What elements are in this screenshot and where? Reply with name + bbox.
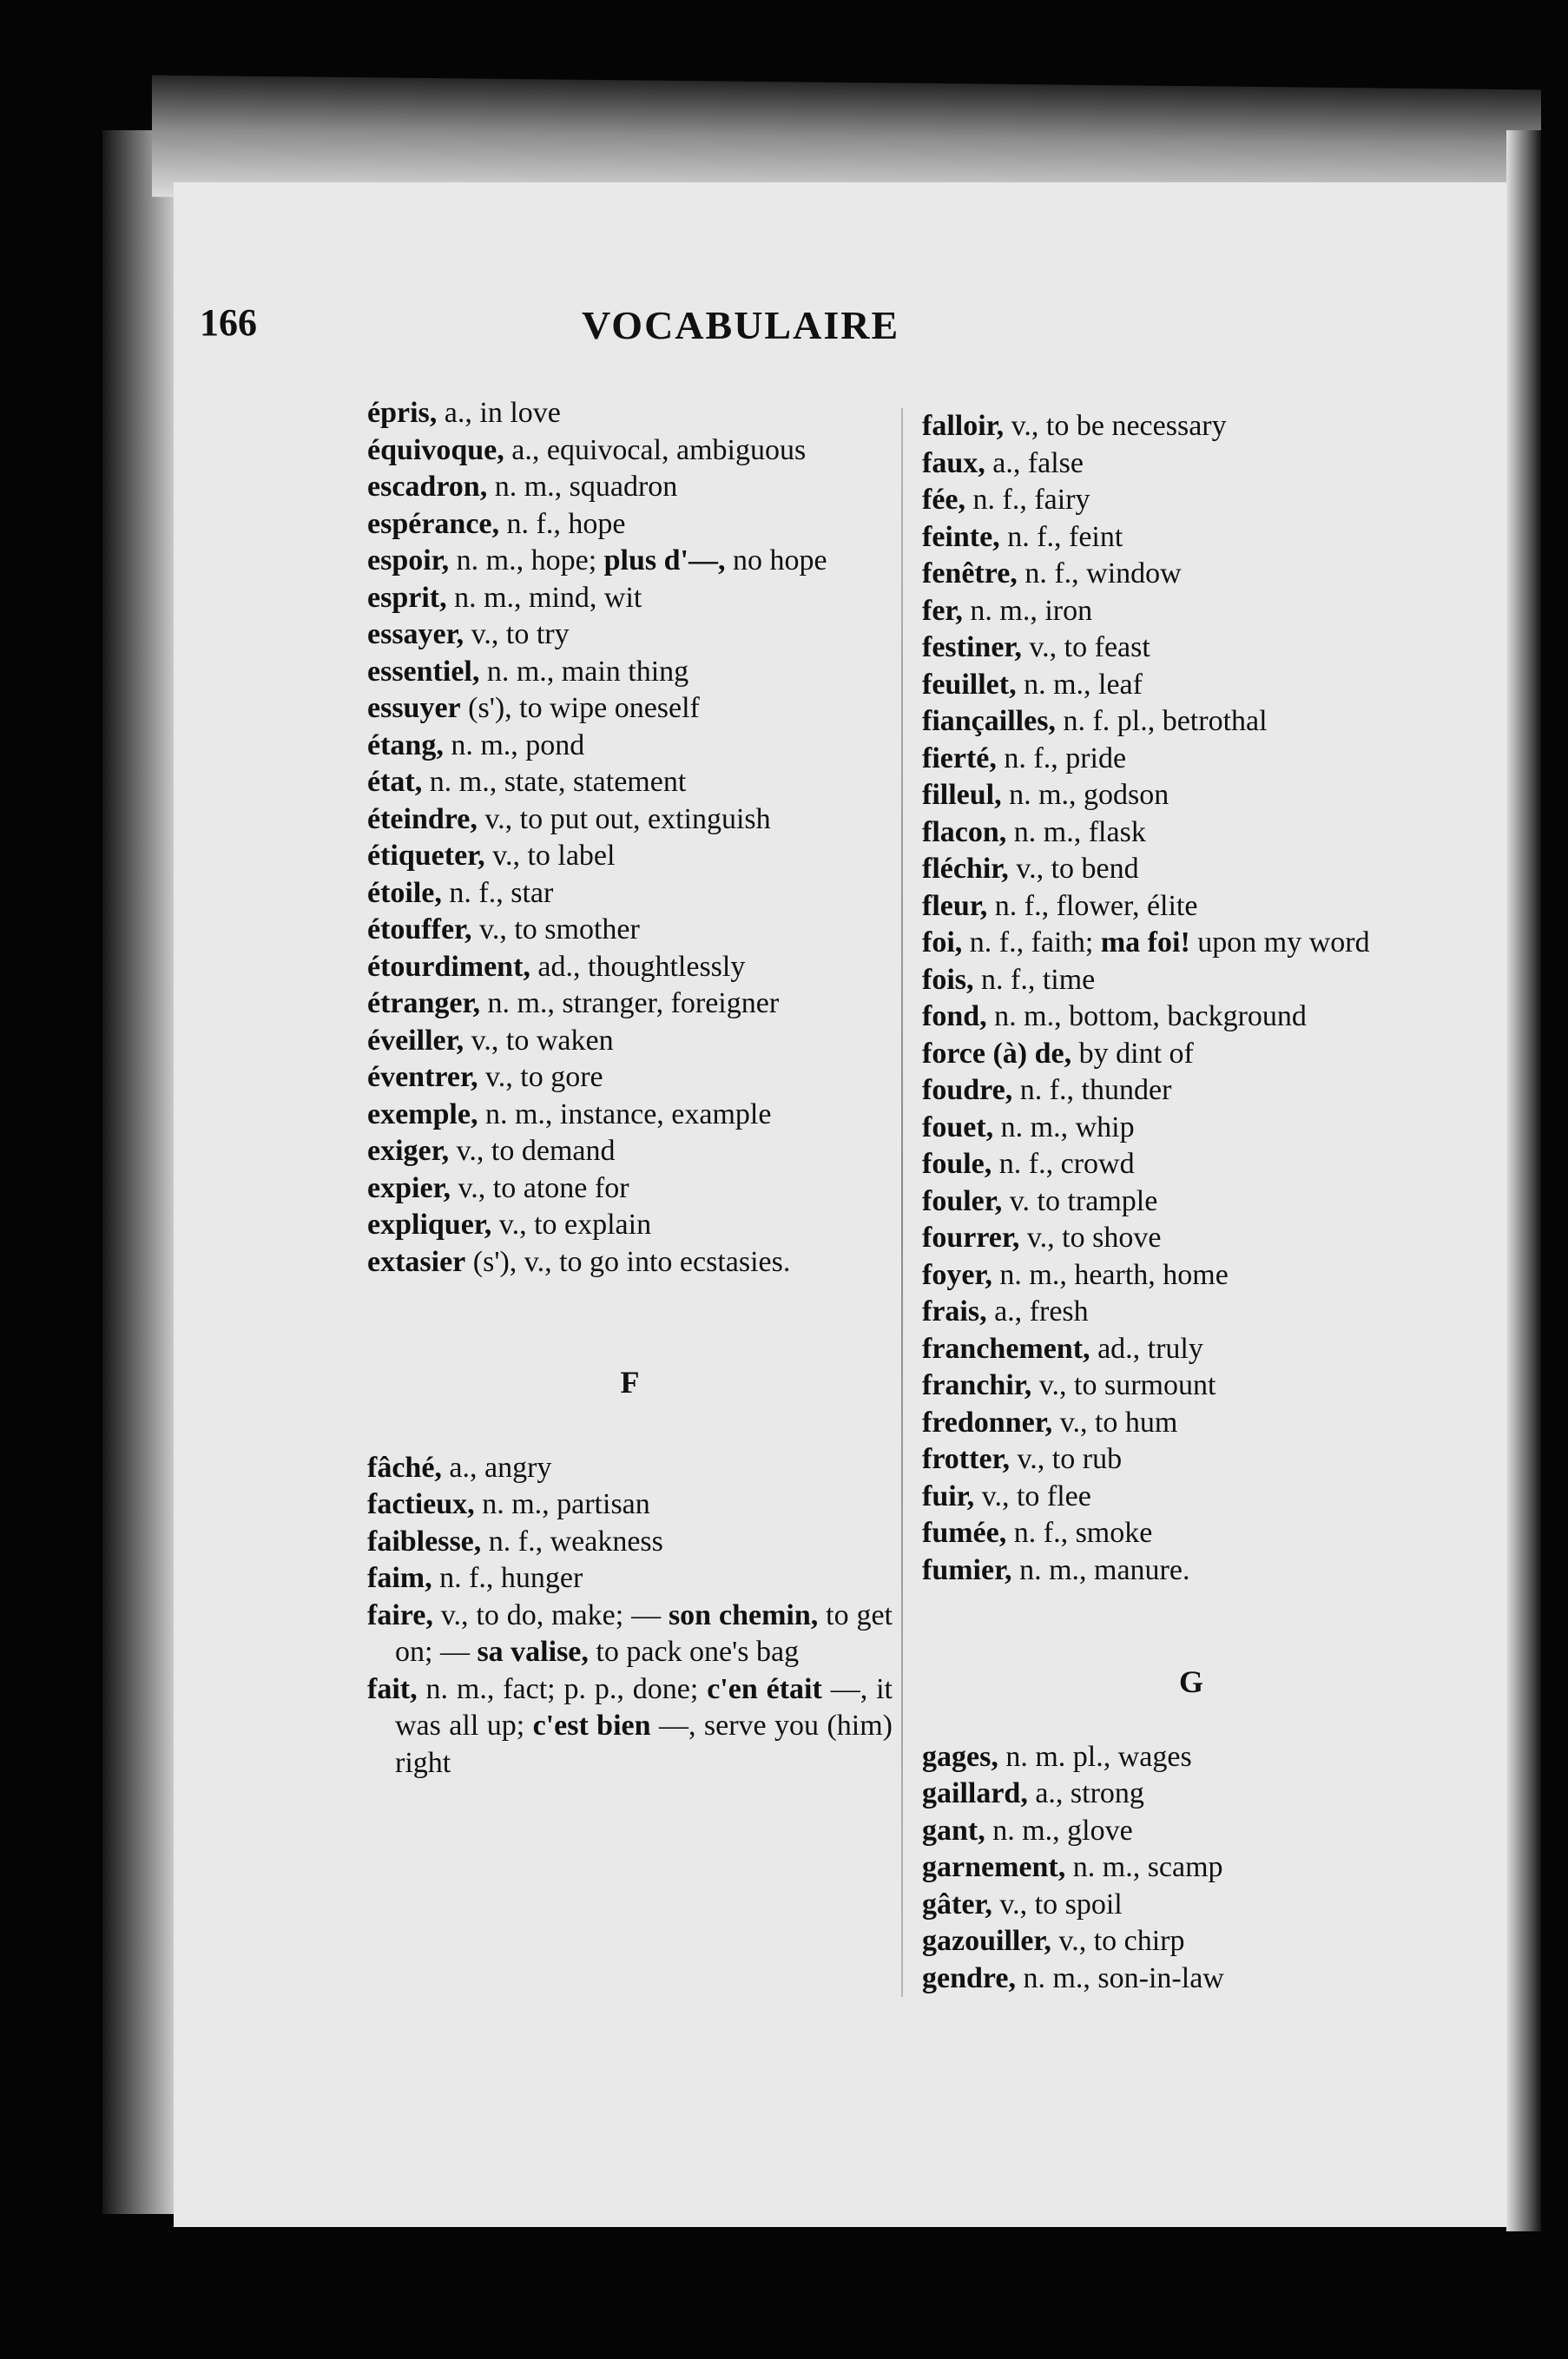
- page-number: 166: [200, 301, 257, 344]
- entry-headword: essentiel,: [367, 655, 480, 688]
- entry-definition: v., to do, make; —: [432, 1598, 669, 1631]
- entry-definition: v., to explain: [491, 1209, 652, 1241]
- vocab-entry: [367, 838, 893, 875]
- entry-headword: exemple,: [367, 1097, 478, 1130]
- entry-headword: étang,: [367, 728, 444, 761]
- vocab-entry: [922, 1887, 1460, 1924]
- vocab-entry: [367, 543, 893, 580]
- vocab-entry: [367, 985, 893, 1023]
- entry-headword: frais,: [922, 1295, 987, 1328]
- vocab-entry: [922, 1776, 1460, 1813]
- entry-definition: v., to be necessary: [1004, 410, 1227, 442]
- vocab-entry: [367, 949, 893, 986]
- entry-definition: a., fresh: [986, 1295, 1089, 1328]
- entry-definition: n. m., manure.: [1011, 1553, 1190, 1586]
- entry-definition: n. f., time: [973, 963, 1096, 996]
- vocab-entry: [922, 1183, 1460, 1221]
- entry-headword: c'en était: [707, 1672, 822, 1705]
- entry-headword: fenêtre,: [922, 557, 1018, 590]
- vocab-entry: [367, 1170, 893, 1208]
- entry-headword: factieux,: [367, 1488, 475, 1520]
- vocab-entry: [922, 1441, 1460, 1479]
- entry-definition: n. m., squadron: [487, 471, 678, 503]
- entry-definition: a., angry: [441, 1451, 552, 1484]
- entry-definition: by dint of: [1071, 1037, 1194, 1070]
- entry-headword: étouffer,: [367, 913, 472, 946]
- vocab-entry: [367, 1059, 893, 1097]
- entry-headword: gant,: [922, 1814, 985, 1847]
- entry-definition: —, serve you (him) right: [395, 1710, 893, 1779]
- entry-definition: upon my word: [1189, 926, 1370, 959]
- vocab-entry: [922, 1923, 1460, 1960]
- vocab-entry: [922, 519, 1460, 557]
- entries-g-group: [922, 1739, 1460, 1998]
- entry-definition: (s'), v., to go into ecstasies.: [465, 1245, 791, 1278]
- entry-definition: a., in love: [437, 397, 561, 429]
- vocab-entry: [922, 482, 1460, 519]
- entry-headword: flacon,: [922, 815, 1007, 848]
- entry-headword: garnement,: [922, 1851, 1066, 1883]
- entry-definition: v., to label: [484, 840, 616, 872]
- entry-definition: v. to trample: [1002, 1184, 1158, 1217]
- vocab-entry: [922, 925, 1460, 962]
- entry-headword: espérance,: [367, 507, 500, 540]
- entry-headword: fait,: [367, 1672, 418, 1705]
- entry-headword: escadron,: [367, 471, 488, 503]
- entry-headword: faim,: [367, 1562, 432, 1594]
- entry-definition: n. m., bottom, background: [986, 1000, 1307, 1032]
- section-letter-f: F: [620, 1365, 640, 1400]
- column-divider: [901, 408, 903, 1997]
- entry-definition: n. m., leaf: [1016, 668, 1143, 701]
- left-column: [367, 395, 893, 1782]
- entries-f-group: [367, 1450, 893, 1782]
- entry-headword: fouler,: [922, 1184, 1003, 1217]
- entry-definition: n. f., weakness: [481, 1525, 663, 1558]
- entry-headword: fée,: [922, 484, 966, 516]
- entry-definition: to get on; —: [395, 1598, 893, 1668]
- vocab-entry: [922, 851, 1460, 888]
- entry-headword: festiner,: [922, 631, 1022, 663]
- entry-definition: n. f., smoke: [1006, 1517, 1153, 1549]
- entry-definition: v., to spoil: [992, 1888, 1123, 1921]
- entry-headword: esprit,: [367, 581, 447, 614]
- entry-definition: n. m., glove: [985, 1814, 1133, 1847]
- section-letter-g: G: [1178, 1664, 1203, 1699]
- entry-definition: n. m., whip: [993, 1110, 1135, 1143]
- entry-headword: foudre,: [922, 1074, 1013, 1106]
- entry-headword: foi,: [922, 926, 963, 959]
- entry-headword: étoile,: [367, 876, 442, 909]
- entry-definition: n. m., hearth, home: [992, 1258, 1229, 1291]
- entry-headword: gendre,: [922, 1961, 1016, 1994]
- vocab-entry: [922, 1367, 1460, 1405]
- entry-headword: fourrer,: [922, 1222, 1020, 1254]
- entry-definition: n. f. pl., betrothal: [1055, 705, 1268, 737]
- entry-headword: son chemin,: [668, 1598, 819, 1631]
- entry-headword: étiqueter,: [367, 840, 485, 872]
- vocab-entry: [922, 1479, 1460, 1516]
- vocab-entry: [367, 1023, 893, 1060]
- entry-headword: éveiller,: [367, 1024, 464, 1057]
- entry-definition: n. m., pond: [443, 728, 585, 761]
- entry-headword: gages,: [922, 1740, 998, 1773]
- vocab-entry: [367, 506, 893, 544]
- entry-headword: foule,: [922, 1148, 992, 1180]
- vocab-entry: [367, 690, 893, 728]
- entry-definition: v., to surmount: [1031, 1369, 1216, 1401]
- vocab-entry: [367, 764, 893, 801]
- page-header: [200, 295, 1155, 365]
- vocab-entry: [367, 654, 893, 691]
- vocab-entry: [367, 875, 893, 913]
- entry-headword: foyer,: [922, 1258, 992, 1291]
- entry-headword: fâché,: [367, 1451, 442, 1484]
- entry-headword: essayer,: [367, 618, 464, 650]
- entry-headword: franchir,: [922, 1369, 1032, 1401]
- entry-definition: n. f., hope: [499, 507, 626, 540]
- entry-definition: n. m., fact; p. p., done;: [417, 1672, 708, 1705]
- vocab-entry: [367, 469, 893, 506]
- entry-headword: ma foi!: [1100, 926, 1190, 959]
- entry-definition: n. m., stranger, foreigner: [479, 987, 780, 1019]
- entry-headword: fléchir,: [922, 853, 1009, 885]
- vocab-entry: [922, 962, 1460, 999]
- entry-headword: fois,: [922, 963, 974, 996]
- vocab-entry: [922, 1146, 1460, 1183]
- entry-definition: v., to feast: [1021, 631, 1150, 663]
- entry-definition: n. m., instance, example: [478, 1097, 772, 1130]
- vocab-entry: [922, 1257, 1460, 1295]
- vocab-entry: [922, 1072, 1460, 1110]
- entry-headword: éteindre,: [367, 802, 478, 835]
- entry-definition: no hope: [725, 544, 827, 577]
- page-edge-left: [102, 130, 176, 2214]
- vocab-entry: [367, 1244, 893, 1282]
- entry-headword: essuyer: [367, 692, 461, 724]
- entry-headword: étranger,: [367, 987, 480, 1019]
- entry-definition: v., to try: [464, 618, 570, 650]
- vocab-entry: [922, 1739, 1460, 1776]
- entry-headword: état,: [367, 766, 423, 798]
- vocab-entry: [922, 741, 1460, 778]
- entry-definition: n. m., godson: [1001, 779, 1169, 811]
- entry-headword: sa valise,: [477, 1636, 589, 1668]
- entry-headword: gâter,: [922, 1888, 992, 1921]
- entry-headword: éventrer,: [367, 1061, 478, 1093]
- entries-f-continued-group: [922, 408, 1460, 1589]
- entry-headword: fouet,: [922, 1110, 994, 1143]
- vocab-entry: [367, 1486, 893, 1524]
- entry-headword: expliquer,: [367, 1209, 492, 1241]
- vocab-entry: [922, 1813, 1460, 1850]
- entry-headword: filleul,: [922, 779, 1002, 811]
- vocab-entry: [367, 395, 893, 432]
- entry-headword: fleur,: [922, 889, 988, 922]
- entry-definition: ad., thoughtlessly: [530, 950, 746, 983]
- vocab-entry: [922, 777, 1460, 814]
- entry-definition: a., equivocal, ambiguous: [504, 433, 807, 466]
- entry-headword: expier,: [367, 1171, 451, 1204]
- vocab-entry: [367, 580, 893, 617]
- vocab-entry: [922, 556, 1460, 593]
- entry-headword: feinte,: [922, 520, 1000, 553]
- entry-headword: gaillard,: [922, 1777, 1028, 1809]
- page-edge-right: [1506, 130, 1541, 2231]
- entry-definition: n. m., hope;: [449, 544, 604, 577]
- entry-headword: fumée,: [922, 1517, 1007, 1549]
- entry-definition: to pack one's bag: [588, 1636, 800, 1668]
- vocab-entry: [922, 629, 1460, 667]
- entry-definition: n. m. pl., wages: [998, 1740, 1192, 1773]
- vocab-entry: [367, 616, 893, 654]
- entry-definition: v., to put out, extinguish: [477, 802, 771, 835]
- entry-headword: fer,: [922, 594, 963, 627]
- entry-definition: n. f., fairy: [965, 484, 1090, 516]
- entry-definition: n. m., son-in-law: [1015, 1961, 1224, 1994]
- vocab-entry: [367, 1671, 893, 1782]
- entry-headword: fuir,: [922, 1479, 975, 1512]
- entry-definition: n. m., partisan: [474, 1488, 650, 1520]
- entry-definition: v., to smother: [471, 913, 640, 946]
- vocab-entry: [922, 1331, 1460, 1368]
- entry-headword: équivoque,: [367, 433, 504, 466]
- entry-definition: v., to shove: [1019, 1222, 1162, 1254]
- vocab-entry: [922, 1036, 1460, 1073]
- entry-headword: faiblesse,: [367, 1525, 482, 1558]
- entry-headword: fredonner,: [922, 1406, 1053, 1439]
- vocab-entry: [922, 1960, 1460, 1998]
- entry-definition: n. m., mind, wit: [446, 581, 642, 614]
- entry-definition: n. m., scamp: [1065, 1851, 1223, 1883]
- entry-headword: extasier: [367, 1245, 466, 1278]
- entry-headword: fiançailles,: [922, 705, 1056, 737]
- vocab-entry: [922, 593, 1460, 630]
- entry-headword: falloir,: [922, 410, 1005, 442]
- entry-definition: v., to gore: [478, 1061, 603, 1093]
- entry-definition: n. f., window: [1017, 557, 1182, 590]
- entry-definition: n. f., star: [441, 876, 554, 909]
- entry-headword: franchement,: [922, 1332, 1090, 1365]
- entry-definition: n. m., state, statement: [422, 766, 687, 798]
- vocab-entry: [367, 1560, 893, 1598]
- vocab-entry: [367, 1097, 893, 1134]
- vocab-entry: [922, 667, 1460, 704]
- entry-definition: n. m., iron: [962, 594, 1093, 627]
- vocab-entry: [922, 1405, 1460, 1442]
- entry-definition: n. f., hunger: [432, 1562, 583, 1594]
- entry-headword: force (à) de,: [922, 1037, 1072, 1070]
- entry-definition: v., to rub: [1010, 1443, 1123, 1475]
- vocab-entry: [922, 1515, 1460, 1552]
- entry-headword: étourdiment,: [367, 950, 530, 983]
- entry-definition: n. f., crowd: [992, 1148, 1135, 1180]
- entry-definition: (s'), to wipe oneself: [460, 692, 700, 724]
- entry-headword: feuillet,: [922, 668, 1017, 701]
- entry-headword: gazouiller,: [922, 1925, 1051, 1957]
- entry-definition: v., to bend: [1008, 853, 1139, 885]
- entry-headword: fond,: [922, 1000, 987, 1032]
- vocab-entry: [367, 1133, 893, 1170]
- entry-headword: exiger,: [367, 1135, 450, 1167]
- vocab-entry: [922, 888, 1460, 926]
- entry-definition: —, it was all up;: [395, 1672, 893, 1742]
- vocab-entry: [367, 1450, 893, 1487]
- entry-definition: v., to waken: [464, 1024, 614, 1057]
- vocab-entry: [367, 728, 893, 765]
- entry-headword: épris,: [367, 397, 438, 429]
- vocab-entry: [922, 814, 1460, 852]
- vocab-entry: [922, 445, 1460, 483]
- entry-definition: n. f., thunder: [1012, 1074, 1172, 1106]
- vocab-entry: [922, 998, 1460, 1036]
- vocab-entry: [367, 912, 893, 949]
- entry-definition: n. m., main thing: [479, 655, 689, 688]
- entries-e-group: [367, 395, 893, 1281]
- vocab-entry: [367, 1207, 893, 1244]
- entry-definition: n. m., flask: [1006, 815, 1146, 848]
- vocab-entry: [922, 703, 1460, 741]
- entry-headword: espoir,: [367, 544, 450, 577]
- vocab-entry: [922, 1220, 1460, 1257]
- entry-headword: faux,: [922, 446, 985, 479]
- vocab-entry: [367, 1524, 893, 1561]
- entry-headword: c'est bien: [532, 1710, 651, 1742]
- vocab-entry: [367, 1598, 893, 1671]
- entry-definition: v., to demand: [449, 1135, 616, 1167]
- entry-definition: n. f., flower, élite: [987, 889, 1198, 922]
- vocab-entry: [367, 432, 893, 470]
- entry-headword: fierté,: [922, 741, 997, 774]
- entry-definition: v., to flee: [974, 1479, 1091, 1512]
- entry-headword: faire,: [367, 1598, 433, 1631]
- entry-definition: n. f., faith;: [962, 926, 1101, 959]
- entry-headword: frotter,: [922, 1443, 1011, 1475]
- entry-definition: n. f., feint: [999, 520, 1123, 553]
- entry-definition: v., to hum: [1052, 1406, 1178, 1439]
- vocab-entry: [922, 408, 1460, 445]
- right-column: [922, 408, 1460, 1997]
- entry-definition: v., to atone for: [451, 1171, 629, 1204]
- vocab-entry: [922, 1110, 1460, 1147]
- vocab-entry: [922, 1849, 1460, 1887]
- vocab-entry: [922, 1552, 1460, 1590]
- entry-definition: a., strong: [1027, 1777, 1144, 1809]
- entry-headword: fumier,: [922, 1553, 1012, 1586]
- vocab-entry: [922, 1294, 1460, 1331]
- vocab-entry: [367, 801, 893, 839]
- entry-headword: plus d'—,: [603, 544, 726, 577]
- entry-definition: n. f., pride: [996, 741, 1127, 774]
- entry-definition: v., to chirp: [1051, 1925, 1185, 1957]
- entry-definition: ad., truly: [1090, 1332, 1203, 1365]
- entry-definition: a., false: [985, 446, 1084, 479]
- running-head: VOCABULAIRE: [582, 303, 900, 347]
